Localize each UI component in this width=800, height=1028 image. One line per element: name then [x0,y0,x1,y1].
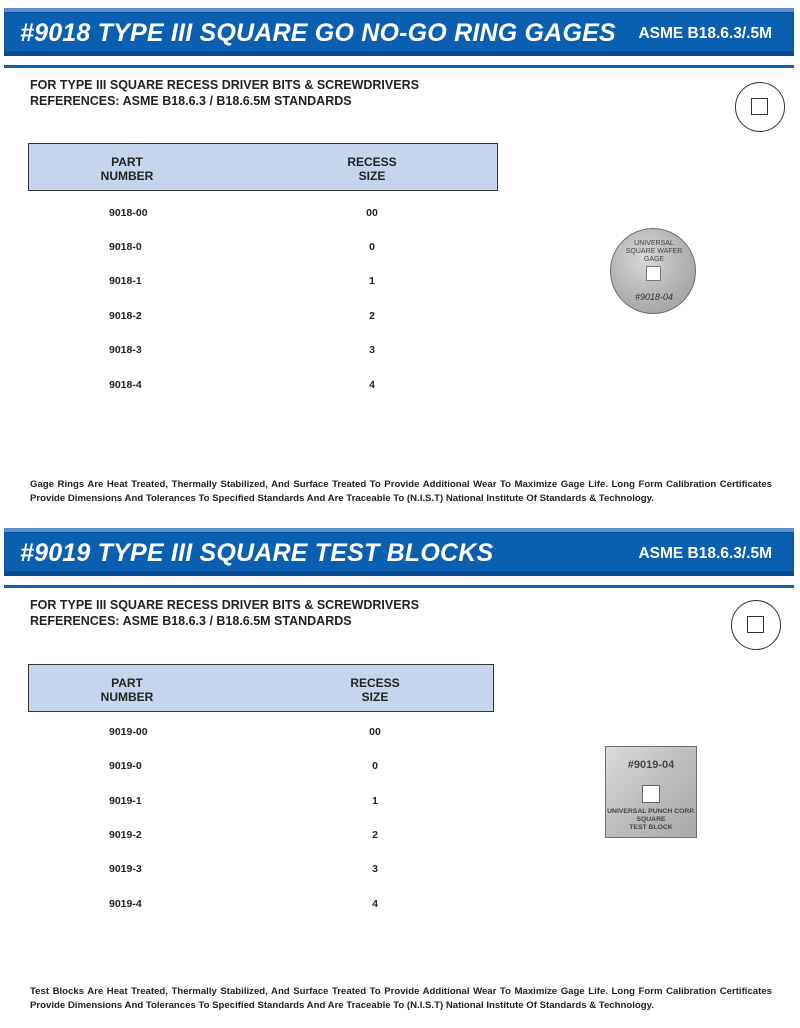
table-cell-part: 9019-00 [109,726,148,738]
table-cell-part: 9019-2 [109,829,142,841]
square-hole-icon [646,266,661,281]
section1-note: Gage Rings Are Heat Treated, Thermally Stabilized, And Surface Treated To Provide Additional Wear To Maximize Gage Life. Long Form Calibration Certificates Provide Dimensions And Tolerances To Specified Standards And Are Traceable To (N.I.S.T) National Institute Of Standards & Technology. [30,479,772,504]
table-cell-part: 9019-1 [109,795,142,807]
table-cell-part: 9019-4 [109,898,142,910]
square-wafer-gage-image: UNIVERSAL SQUARE WAFER GAGE #9018-04 [610,228,696,314]
section1-title: #9018 TYPE III SQUARE GO NO-GO RING GAGES [20,19,616,47]
table-cell-part: 9018-1 [109,275,142,287]
section2-header-size: RECESS SIZE [350,676,400,704]
square-recess-icon [731,600,781,650]
section1-rule [4,65,794,68]
table-cell-size: 4 [372,898,378,910]
table-cell-part: 9018-4 [109,379,142,391]
table-cell-part: 9018-2 [109,310,142,322]
square-test-block-image: #9019-04 UNIVERSAL PUNCH CORP. SQUARE TEST BLOCK [605,746,697,838]
table-cell-size: 2 [369,310,375,322]
section1-header-part: PART NUMBER [100,155,154,183]
section1-banner [4,8,794,56]
table-cell-size: 0 [369,241,375,253]
section1-table-header [28,143,498,191]
section2-note: Test Blocks Are Heat Treated, Thermally Stabilized, And Surface Treated To Provide Additional Wear To Maximize Gage Life. Long Form Calibration Certificates Provide Dimensions And Tolerances To Specified Standards And Are Traceable To (N.I.S.T) National Institute Of Standards & Technology. [30,986,772,1011]
table-cell-size: 00 [366,207,378,219]
section2-banner [4,528,794,576]
table-cell-size: 1 [369,275,375,287]
section2-header-part: PART NUMBER [100,676,154,704]
section2-standard: ASME B18.6.3/.5M [638,545,772,562]
table-cell-part: 9018-3 [109,344,142,356]
section1-subtitle-2: REFERENCES: ASME B18.6.3 / B18.6.5M STANDARDS [30,94,352,108]
section1-subtitle-1: FOR TYPE III SQUARE RECESS DRIVER BITS & SCREWDRIVERS [30,78,419,92]
section1-header-size: RECESS SIZE [347,155,397,183]
table-cell-size: 2 [372,829,378,841]
wafer-number: #9018-04 [634,292,674,302]
table-cell-size: 0 [372,760,378,772]
table-cell-size: 3 [369,344,375,356]
table-cell-part: 9019-0 [109,760,142,772]
section2-subtitle-1: FOR TYPE III SQUARE RECESS DRIVER BITS & SCREWDRIVERS [30,598,419,612]
table-cell-size: 1 [372,795,378,807]
table-cell-part: 9018-00 [109,207,148,219]
table-cell-size: 4 [369,379,375,391]
section2-table-header [28,664,494,712]
table-cell-size: 00 [369,726,381,738]
table-cell-part: 9018-0 [109,241,142,253]
section1-standard: ASME B18.6.3/.5M [638,25,772,42]
table-cell-part: 9019-3 [109,863,142,875]
section2-title: #9019 TYPE III SQUARE TEST BLOCKS [20,539,494,567]
test-block-number: #9019-04 [627,759,675,771]
section2-subtitle-2: REFERENCES: ASME B18.6.3 / B18.6.5M STANDARDS [30,614,352,628]
square-recess-icon [735,82,785,132]
table-cell-size: 3 [372,863,378,875]
section2-rule [4,585,794,588]
square-hole-icon [642,785,660,803]
